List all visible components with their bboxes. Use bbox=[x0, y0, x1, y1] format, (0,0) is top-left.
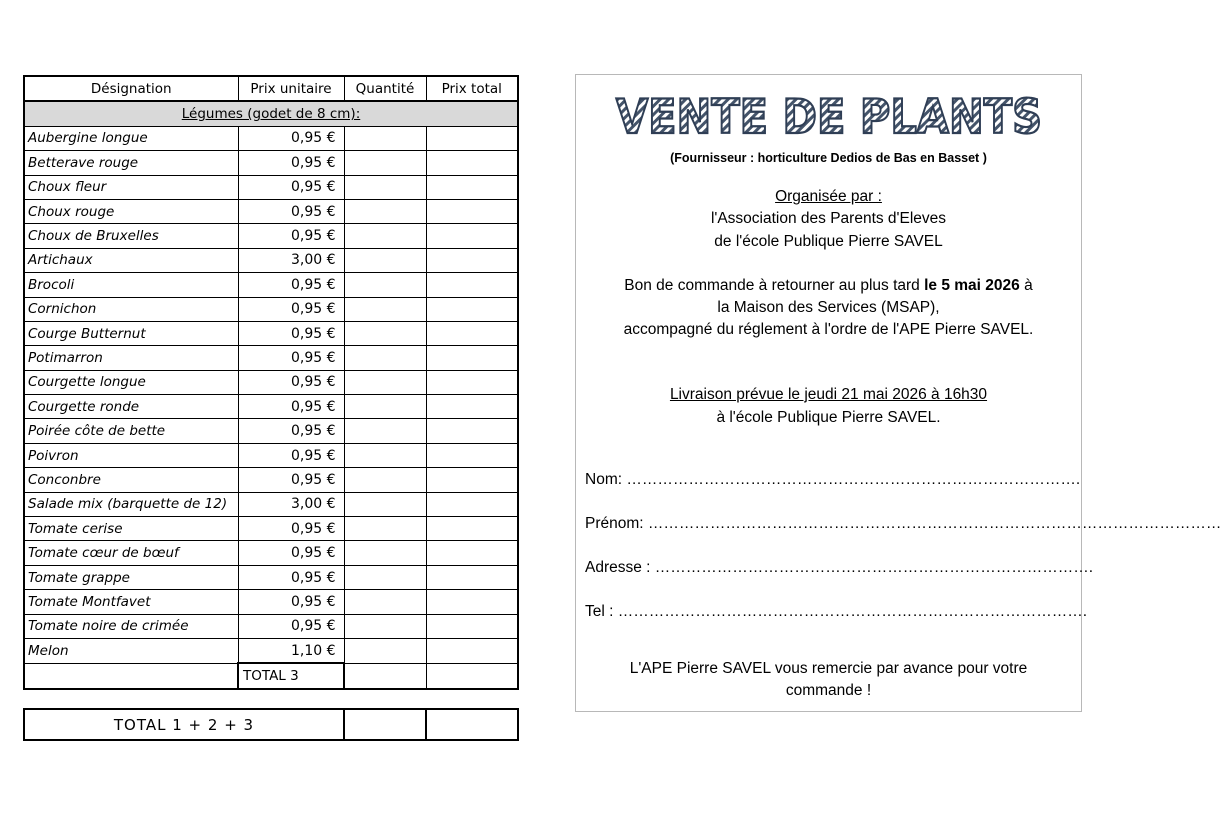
unit-price: 0,95 € bbox=[238, 614, 344, 638]
quantity-cell[interactable] bbox=[344, 370, 426, 394]
grand-total-row bbox=[24, 709, 518, 740]
product-name: Salade mix (barquette de 12) bbox=[24, 492, 238, 516]
total-price-cell[interactable] bbox=[426, 248, 518, 272]
product-name: Tomate Montfavet bbox=[24, 590, 238, 614]
unit-price: 0,95 € bbox=[238, 468, 344, 492]
table-row bbox=[24, 126, 518, 150]
total3-row bbox=[24, 663, 518, 688]
product-name: Conconbre bbox=[24, 468, 238, 492]
title-text: VENTE DE PLANTS bbox=[615, 90, 1042, 145]
table-row bbox=[24, 395, 518, 419]
delivery-line-2: à l'école Publique Pierre SAVEL. bbox=[716, 409, 941, 426]
table-row bbox=[24, 273, 518, 297]
table-row bbox=[24, 224, 518, 248]
total3-spacer bbox=[24, 663, 238, 688]
header-unit-price: Prix unitaire bbox=[238, 76, 344, 101]
total-price-cell[interactable] bbox=[426, 297, 518, 321]
table-row bbox=[24, 248, 518, 272]
order-line-1a: Bon de commande à retourner au plus tard bbox=[624, 277, 925, 294]
product-name: Courge Butternut bbox=[24, 321, 238, 345]
section-row bbox=[24, 101, 518, 126]
quantity-cell[interactable] bbox=[344, 517, 426, 541]
table-row bbox=[24, 492, 518, 516]
total-price-cell[interactable] bbox=[426, 590, 518, 614]
quantity-cell[interactable] bbox=[344, 443, 426, 467]
quantity-cell[interactable] bbox=[344, 321, 426, 345]
order-deadline-line bbox=[576, 277, 1081, 295]
delivery-line-1: Livraison prévue le jeudi 21 mai 2026 à 16h30 bbox=[669, 386, 988, 403]
quantity-cell[interactable] bbox=[344, 614, 426, 638]
table-row bbox=[24, 590, 518, 614]
quantity-cell[interactable] bbox=[344, 590, 426, 614]
table-row bbox=[24, 638, 518, 663]
table-row bbox=[24, 565, 518, 589]
product-name: Poivron bbox=[24, 443, 238, 467]
field-nom[interactable]: Nom: ……………………………………………………………………………. bbox=[585, 471, 1081, 488]
total-price-cell[interactable] bbox=[426, 614, 518, 638]
flyer-panel bbox=[575, 74, 1221, 712]
unit-price: 0,95 € bbox=[238, 126, 344, 150]
section-title: Légumes (godet de 8 cm): bbox=[24, 101, 518, 126]
product-name: Cornichon bbox=[24, 297, 238, 321]
order-table bbox=[23, 75, 519, 690]
product-name: Tomate noire de crimée bbox=[24, 614, 238, 638]
total-price-cell[interactable] bbox=[426, 199, 518, 223]
total-price-cell[interactable] bbox=[426, 224, 518, 248]
table-row bbox=[24, 297, 518, 321]
unit-price: 0,95 € bbox=[238, 517, 344, 541]
unit-price: 0,95 € bbox=[238, 224, 344, 248]
quantity-cell[interactable] bbox=[344, 638, 426, 663]
product-name: Potimarron bbox=[24, 346, 238, 370]
header-designation: Désignation bbox=[24, 76, 238, 101]
quantity-cell[interactable] bbox=[344, 419, 426, 443]
table-header-row bbox=[24, 76, 518, 101]
quantity-cell[interactable] bbox=[344, 297, 426, 321]
table-row bbox=[24, 151, 518, 175]
total3-price-cell[interactable] bbox=[426, 663, 518, 688]
total-price-cell[interactable] bbox=[426, 395, 518, 419]
field-adresse[interactable]: Adresse : …………………………………………………………………………. bbox=[585, 559, 1094, 576]
field-tel[interactable]: Tel : ………………………………………………………………………………. bbox=[585, 603, 1088, 620]
product-name: Tomate cœur de bœuf bbox=[24, 541, 238, 565]
table-row bbox=[24, 468, 518, 492]
unit-price: 0,95 € bbox=[238, 321, 344, 345]
product-name: Artichaux bbox=[24, 248, 238, 272]
organised-by: Organisée par : bbox=[775, 188, 882, 205]
grand-total-price-cell[interactable] bbox=[426, 709, 518, 740]
total-price-cell[interactable] bbox=[426, 419, 518, 443]
quantity-cell[interactable] bbox=[344, 565, 426, 589]
total-price-cell[interactable] bbox=[426, 370, 518, 394]
unit-price: 0,95 € bbox=[238, 151, 344, 175]
org-line-2: de l'école Publique Pierre SAVEL bbox=[714, 233, 943, 250]
order-line-2: la Maison des Services (MSAP), bbox=[717, 299, 940, 316]
table-row bbox=[24, 321, 518, 345]
header-quantity: Quantité bbox=[344, 76, 426, 101]
title-graphic bbox=[609, 89, 1049, 145]
unit-price: 3,00 € bbox=[238, 492, 344, 516]
total-price-cell[interactable] bbox=[426, 443, 518, 467]
total-price-cell[interactable] bbox=[426, 517, 518, 541]
table-row bbox=[24, 517, 518, 541]
table-row bbox=[24, 419, 518, 443]
unit-price: 0,95 € bbox=[238, 370, 344, 394]
unit-price: 0,95 € bbox=[238, 346, 344, 370]
total-price-cell[interactable] bbox=[426, 638, 518, 663]
total-price-cell[interactable] bbox=[426, 151, 518, 175]
quantity-cell[interactable] bbox=[344, 175, 426, 199]
thanks-line-1: L'APE Pierre SAVEL vous remercie par avance pour votre bbox=[629, 660, 1028, 677]
grand-total-table bbox=[23, 708, 519, 741]
table-row bbox=[24, 614, 518, 638]
quantity-cell[interactable] bbox=[344, 468, 426, 492]
order-deadline: le 5 mai 2026 bbox=[924, 277, 1020, 294]
quantity-cell[interactable] bbox=[344, 151, 426, 175]
product-name: Melon bbox=[24, 638, 238, 663]
product-name: Aubergine longue bbox=[24, 126, 238, 150]
quantity-cell[interactable] bbox=[344, 541, 426, 565]
product-name: Poirée côte de bette bbox=[24, 419, 238, 443]
unit-price: 0,95 € bbox=[238, 297, 344, 321]
org-line-1: l'Association des Parents d'Eleves bbox=[710, 210, 947, 227]
quantity-cell[interactable] bbox=[344, 492, 426, 516]
table-row bbox=[24, 346, 518, 370]
unit-price: 0,95 € bbox=[238, 199, 344, 223]
grand-total-label: TOTAL 1 + 2 + 3 bbox=[24, 709, 344, 740]
total-price-cell[interactable] bbox=[426, 492, 518, 516]
table-row bbox=[24, 443, 518, 467]
unit-price: 1,10 € bbox=[238, 638, 344, 663]
total-price-cell[interactable] bbox=[426, 565, 518, 589]
unit-price: 0,95 € bbox=[238, 273, 344, 297]
total-price-cell[interactable] bbox=[426, 175, 518, 199]
field-prenom[interactable]: Prénom: ………………………………………………………………………………………………… bbox=[585, 515, 1221, 532]
unit-price: 0,95 € bbox=[238, 590, 344, 614]
unit-price: 0,95 € bbox=[238, 541, 344, 565]
unit-price: 0,95 € bbox=[238, 565, 344, 589]
product-name: Courgette longue bbox=[24, 370, 238, 394]
product-name: Tomate grappe bbox=[24, 565, 238, 589]
order-line-3: accompagné du réglement à l'ordre de l'APE Pierre SAVEL. bbox=[623, 321, 1034, 338]
total-price-cell[interactable] bbox=[426, 126, 518, 150]
product-name: Choux de Bruxelles bbox=[24, 224, 238, 248]
table-row bbox=[24, 541, 518, 565]
total-price-cell[interactable] bbox=[426, 273, 518, 297]
unit-price: 0,95 € bbox=[238, 443, 344, 467]
unit-price: 0,95 € bbox=[238, 175, 344, 199]
supplier-line: (Fournisseur : horticulture Dedios de Bas en Basset ) bbox=[670, 151, 987, 165]
quantity-cell[interactable] bbox=[344, 224, 426, 248]
product-name: Betterave rouge bbox=[24, 151, 238, 175]
quantity-cell[interactable] bbox=[344, 199, 426, 223]
quantity-cell[interactable] bbox=[344, 273, 426, 297]
product-name: Choux fleur bbox=[24, 175, 238, 199]
quantity-cell[interactable] bbox=[344, 395, 426, 419]
total3-quantity-cell[interactable] bbox=[344, 663, 426, 688]
header-total-price: Prix total bbox=[426, 76, 518, 101]
total3-label: TOTAL 3 bbox=[238, 663, 344, 688]
quantity-cell[interactable] bbox=[344, 248, 426, 272]
product-name: Brocoli bbox=[24, 273, 238, 297]
unit-price: 0,95 € bbox=[238, 419, 344, 443]
total-price-cell[interactable] bbox=[426, 346, 518, 370]
flyer-title bbox=[576, 89, 1081, 145]
table-row bbox=[24, 175, 518, 199]
total-price-cell[interactable] bbox=[426, 468, 518, 492]
quantity-cell[interactable] bbox=[344, 126, 426, 150]
total-price-cell[interactable] bbox=[426, 321, 518, 345]
unit-price: 0,95 € bbox=[238, 395, 344, 419]
table-row bbox=[24, 199, 518, 223]
product-name: Courgette ronde bbox=[24, 395, 238, 419]
quantity-cell[interactable] bbox=[344, 346, 426, 370]
order-line-1c: à bbox=[1019, 277, 1033, 294]
product-name: Choux rouge bbox=[24, 199, 238, 223]
table-row bbox=[24, 370, 518, 394]
product-name: Tomate cerise bbox=[24, 517, 238, 541]
unit-price: 3,00 € bbox=[238, 248, 344, 272]
total-price-cell[interactable] bbox=[426, 541, 518, 565]
grand-total-quantity-cell[interactable] bbox=[344, 709, 426, 740]
thanks-line-2: commande ! bbox=[785, 682, 872, 699]
